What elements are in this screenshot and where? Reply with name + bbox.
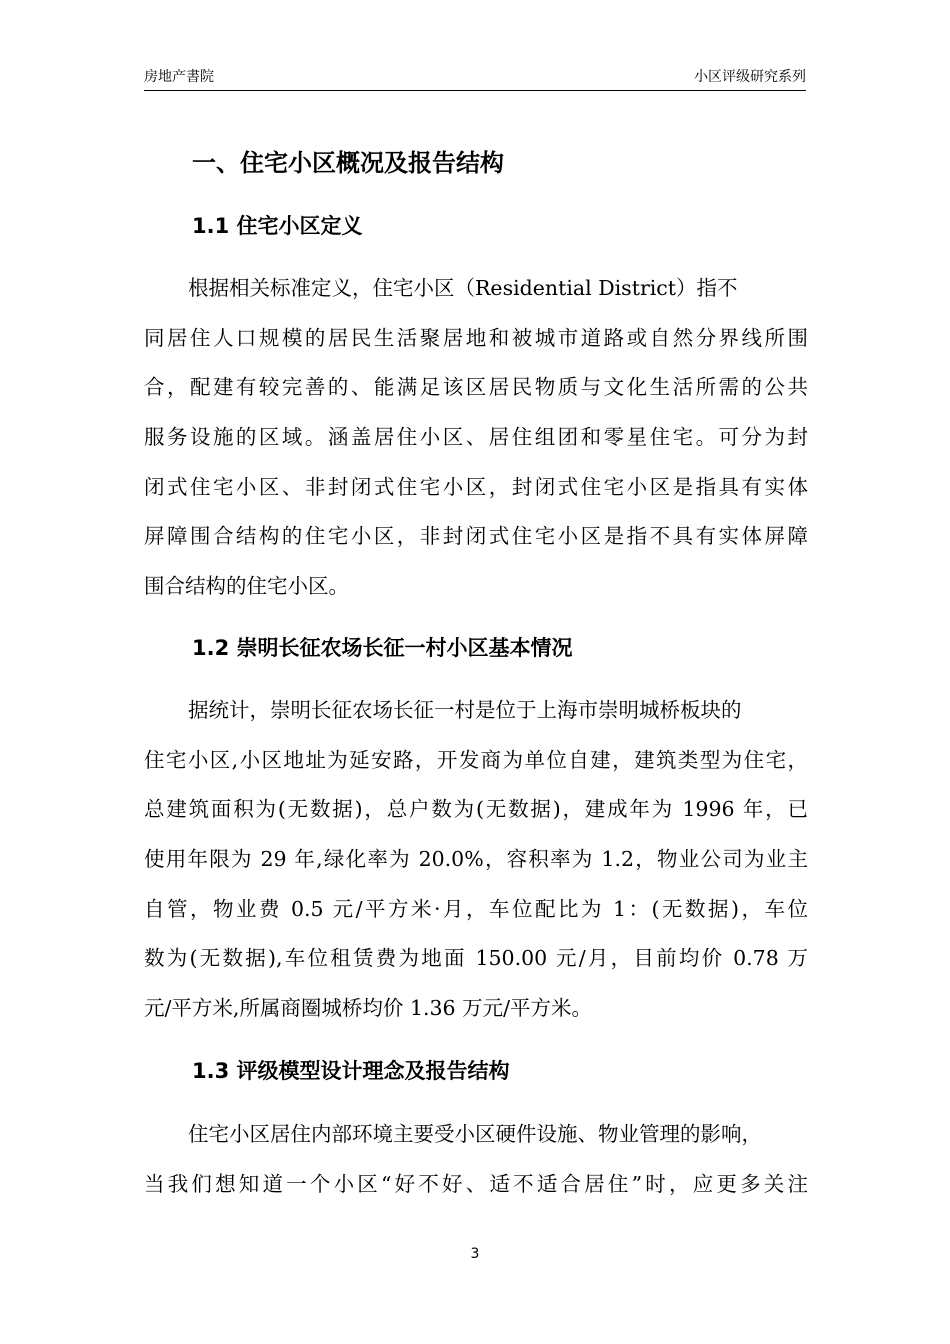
paragraph-line: 据统计，崇明长征农场长征一村是位于上海市崇明城桥板块的 (188, 698, 742, 722)
paragraph-line: 合，配建有较完善的、能满足该区居民物质与文化生活所需的公共 (144, 375, 808, 400)
section-1-2-heading: 1.2 崇明长征农场长征一村小区基本情况 (192, 636, 573, 660)
paragraph-line: 自管，物业费 0.5 元/平方米·月，车位配比为 1：(无数据)，车位 (144, 896, 808, 921)
paragraph-line: 住宅小区,小区地址为延安路，开发商为单位自建，建筑类型为住宅， (144, 747, 808, 772)
paragraph-line: 服务设施的区域。涵盖居住小区、居住组团和零星住宅。可分为封 (144, 425, 808, 450)
page-number: 3 (470, 1246, 480, 1262)
page-header (144, 66, 806, 91)
paragraph-line: 屏障围合结构的住宅小区，非封闭式住宅小区是指不具有实体屏障 (144, 524, 808, 549)
paragraph-line: 根据相关标准定义，住宅小区（Residential District）指不 (188, 276, 738, 300)
paragraph-line: 围合结构的住宅小区。 (144, 574, 349, 599)
section-1-1-heading: 1.1 住宅小区定义 (192, 214, 363, 238)
paragraph-line: 使用年限为 29 年,绿化率为 20.0%，容积率为 1.2，物业公司为业主 (144, 847, 808, 872)
header-series-title: 小区评级研究系列 (694, 69, 806, 85)
paragraph-line: 闭式住宅小区、非封闭式住宅小区，封闭式住宅小区是指具有实体 (144, 474, 808, 499)
paragraph-line: 元/平方米,所属商圈城桥均价 1.36 万元/平方米。 (144, 996, 593, 1021)
header-publisher: 房地产書院 (144, 69, 214, 85)
section-1-3-paragraph (144, 1110, 808, 1209)
paragraph-line: 总建筑面积为(无数据)，总户数为(无数据)，建成年为 1996 年，已 (144, 797, 808, 822)
section-1-3-heading: 1.3 评级模型设计理念及报告结构 (192, 1059, 510, 1083)
section-1-2-paragraph (144, 686, 808, 1034)
paragraph-line: 住宅小区居住内部环境主要受小区硬件设施、物业管理的影响， (188, 1122, 762, 1146)
paragraph-line: 当我们想知道一个小区“好不好、适不适合居住”时，应更多关注 (144, 1171, 808, 1196)
chapter-heading: 一、住宅小区概况及报告结构 (192, 149, 504, 177)
section-1-1-paragraph (144, 264, 808, 612)
paragraph-line: 同居住人口规模的居民生活聚居地和被城市道路或自然分界线所围 (144, 325, 808, 350)
paragraph-line: 数为(无数据),车位租赁费为地面 150.00 元/月，目前均价 0.78 万 (144, 946, 808, 971)
